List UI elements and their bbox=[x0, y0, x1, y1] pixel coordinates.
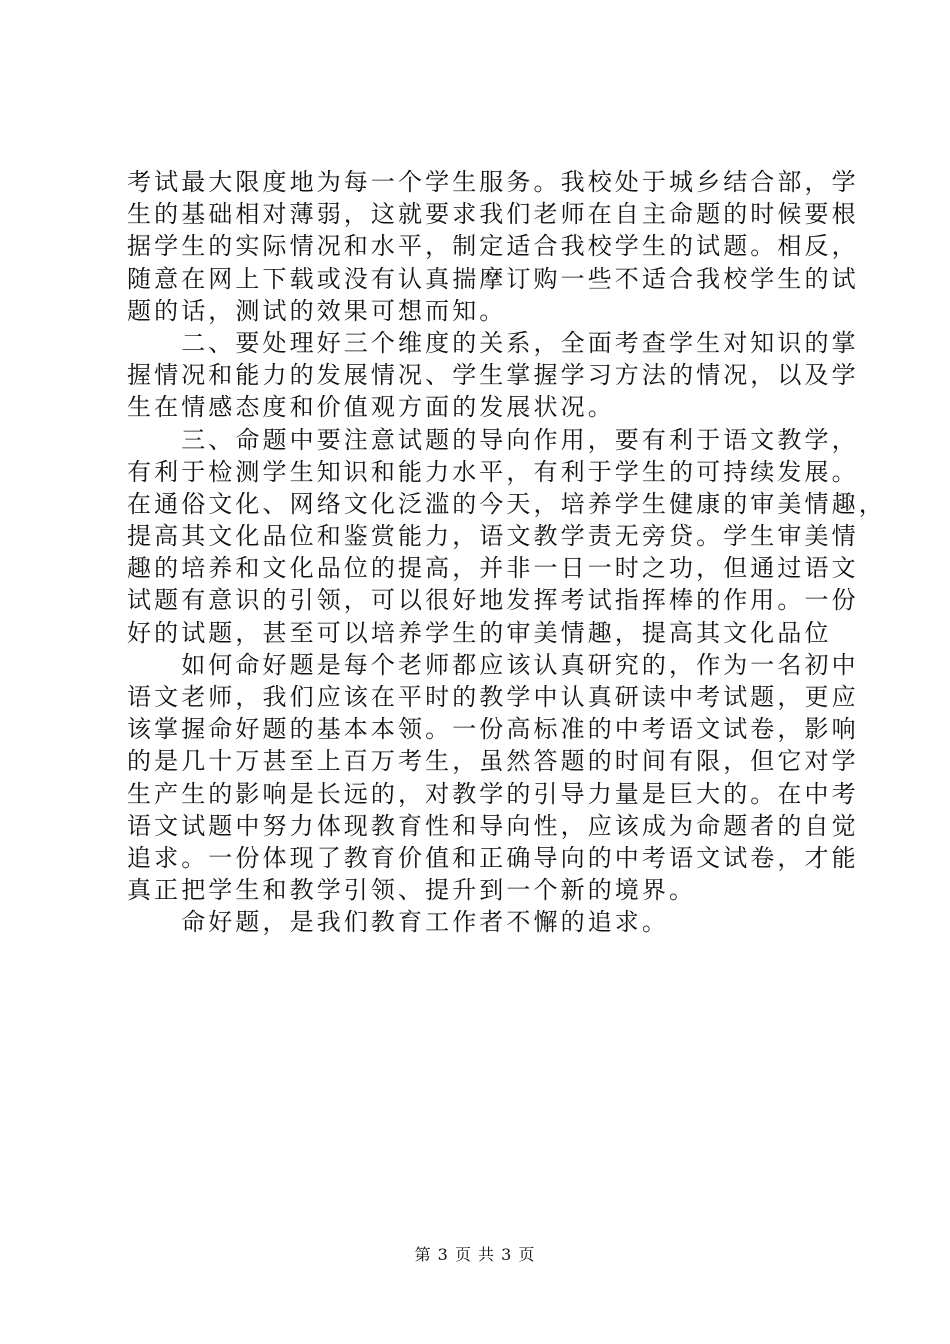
text-line: 语文老师，我们应该在平时的教学中认真研读中考试题，更应 bbox=[127, 683, 859, 711]
text-line: 握情况和能力的发展情况、学生掌握学习方法的情况，以及学 bbox=[127, 361, 859, 390]
text-line: 二、要处理好三个维度的关系，全面考查学生对知识的掌 bbox=[127, 328, 859, 357]
text-line: 生在情感态度和价值观方面的发展状况。 bbox=[127, 393, 615, 422]
text-line: 随意在网上下载或没有认真揣摩订购一些不适合我校学生的试 bbox=[127, 264, 859, 293]
text-line: 该掌握命好题的基本本领。一份高标准的中考语文试卷，影响 bbox=[127, 715, 859, 744]
page-footer: 第 3 页 共 3 页 bbox=[414, 1245, 536, 1264]
body-text bbox=[127, 166, 886, 939]
text-line: 好的试题，甚至可以培养学生的审美情趣，提高其文化品位 bbox=[127, 618, 832, 647]
text-line: 考试最大限度地为每一个学生服务。我校处于城乡结合部，学 bbox=[127, 168, 859, 196]
text-line: 趣的培养和文化品位的提高，并非一日一时之功，但通过语文 bbox=[127, 554, 859, 583]
text-line: 的是几十万甚至上百万考生，虽然答题的时间有限，但它对学 bbox=[127, 747, 859, 776]
text-line: 真正把学生和教学引领、提升到一个新的境界。 bbox=[127, 876, 697, 905]
text-line: 在通俗文化、网络文化泛滥的今天，培养学生健康的审美情趣， bbox=[127, 489, 886, 518]
text-line: 三、命题中要注意试题的导向作用，要有利于语文教学， bbox=[127, 425, 859, 454]
text-line: 命好题，是我们教育工作者不懈的追求。 bbox=[127, 908, 669, 937]
text-line: 生产生的影响是长远的，对教学的引导力量是巨大的。在中考 bbox=[127, 779, 859, 808]
text-line: 题的话，测试的效果可想而知。 bbox=[127, 296, 507, 325]
text-line: 试题有意识的引领，可以很好地发挥考试指挥棒的作用。一份 bbox=[127, 586, 859, 615]
text-line: 据学生的实际情况和水平，制定适合我校学生的试题。相反， bbox=[127, 232, 859, 261]
text-line: 如何命好题是每个老师都应该认真研究的，作为一名初中 bbox=[127, 650, 859, 679]
text-line: 有利于检测学生知识和能力水平，有利于学生的可持续发展。 bbox=[127, 457, 859, 486]
text-line: 生的基础相对薄弱，这就要求我们老师在自主命题的时候要根 bbox=[127, 200, 859, 229]
text-line: 语文试题中努力体现教育性和导向性，应该成为命题者的自觉 bbox=[127, 811, 859, 840]
text-line: 提高其文化品位和鉴赏能力，语文教学责无旁贷。学生审美情 bbox=[127, 522, 859, 551]
text-line: 追求。一份体现了教育价值和正确导向的中考语文试卷，才能 bbox=[127, 843, 859, 872]
